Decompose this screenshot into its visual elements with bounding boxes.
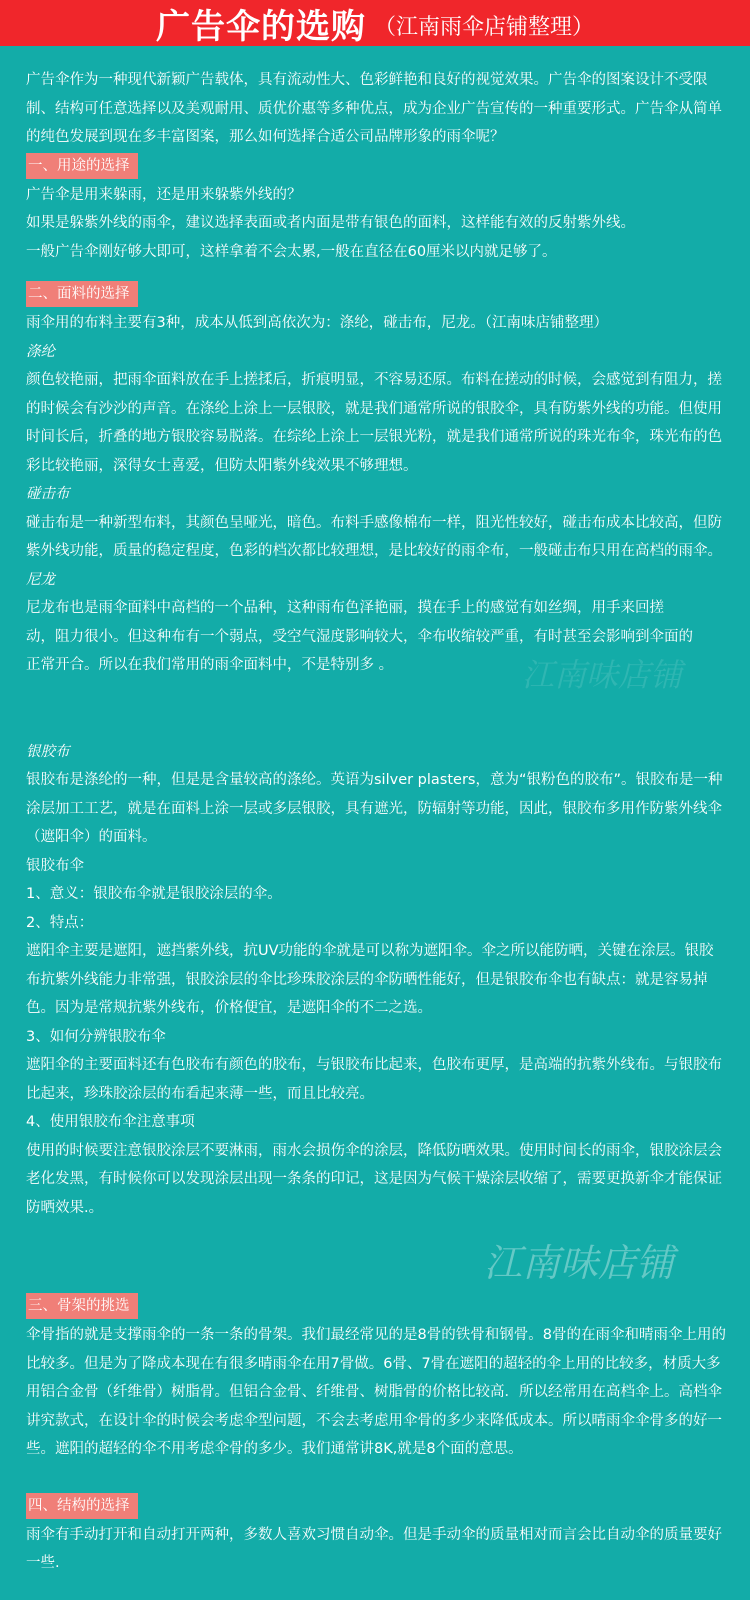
article-body <box>26 66 728 1578</box>
section-heading-frame: 三、骨架的挑选 <box>26 1293 138 1319</box>
silver-point-4-text: 使用的时候要注意银胶涂层不要淋雨，雨水会损伤伞的涂层，降低防晒效果。使用时间长的雨伞，银胶涂层会老化发黑，有时候你可以发现涂层出现一条条的印记，这是因为气候干燥涂层收缩了，需要更换新伞才能保证防晒效果.。 <box>26 1142 722 1216</box>
watermark-logo: 江南味店铺 <box>522 656 683 694</box>
pongee-title: 碰击布 <box>26 486 70 502</box>
silver-title: 银胶布 <box>26 743 70 760</box>
polyester-text: 颜色较艳丽，把雨伞面料放在手上搓揉后，折痕明显，不容易还原。布料在搓动的时候，会感觉到有阻力，搓的时候会有沙沙的声音。在涤纶上涂上一层银胶，就是我们通常所说的银胶伞，具有防紫外线的功能。但使用时间长后，折叠的地方银胶容易脱落。在综纶上涂上一层银光粉，就是我们通常所说的珠光布伞，珠光布的色彩比较艳丽，深得女士喜爱，但防太阳紫外线效果不够理想。 <box>26 372 722 474</box>
intro-paragraph: 广告伞作为一种现代新颖广告载体，具有流动性大、色彩鲜艳和良好的视觉效果。广告伞的图案设计不受限制、结构可任意选择以及美观耐用、质优价惠等多种优点，成为企业广告宣传的一种重要形式。广告伞从简单的纯色发展到现在多丰富图案，那么如何选择合适公司品牌形象的雨伞呢？ <box>26 72 722 145</box>
nylon-line-1: 尼龙布也是雨伞面料中高档的一个品种，这种雨布色泽艳丽，摸在手上的感觉有如丝绸，用手来回搓 <box>26 600 664 616</box>
section-heading-usage: 一、用途的选择 <box>26 153 138 179</box>
silver-point-4-title: 4、使用银胶布伞注意事项 <box>26 1114 195 1130</box>
page-header <box>0 0 750 46</box>
polyester-title: 涤纶 <box>26 343 55 360</box>
nylon-line-2: 动，阻力很小。但这种布有一个弱点，受空气湿度影响较大，伞布收缩较严重，有时甚至会影响到伞面的 <box>26 628 693 645</box>
silver-point-1: 1、意义：银胶布伞就是银胶涂层的伞。 <box>26 886 282 902</box>
section-heading-structure: 四、结构的选择 <box>26 1493 138 1519</box>
frame-text: 伞骨指的就是支撑雨伞的一条一条的骨架。我们最经常见的是8骨的铁骨和钢骨。8骨的在雨伞和晴雨伞上用的比较多。但是为了降成本现在有很多晴雨伞在用7骨做。6骨、7骨在遮阳的超轻的伞上用的比较多，材质大多用铝合金骨（纤维骨）树脂骨。但铝合金骨、纤维骨、树脂骨的价格比较高．所以经常用在高档伞上。高档伞讲究款式，在设计伞的时候会考虑伞型问题，不会去考虑用伞骨的多少来降低成本。所以晴雨伞伞骨多的好一些。遮阳的超轻的伞不用考虑伞骨的多少。我们通常讲8K,就是8个面的意思。 <box>26 1327 726 1457</box>
fabric-intro: 雨伞用的布料主要有3种，成本从低到高依次为：涤纶，碰击布，尼龙。（江南味店铺整理） <box>26 315 608 331</box>
watermark-logo: 江南味店铺 <box>484 1241 675 1285</box>
silver-point-3-title: 3、如何分辨银胶布伞 <box>26 1028 166 1045</box>
silver-umbrella-title: 银胶布伞 <box>26 857 84 874</box>
usage-paragraph-3: 一般广告伞刚好够大即可，这样拿着不会太累,一般在直径在60厘米以内就足够了。 <box>26 243 557 260</box>
silver-point-2-title: 2、特点： <box>26 914 94 931</box>
structure-text: 雨伞有手动打开和自动打开两种，多数人喜欢习惯自动伞。但是手动伞的质量相对而言会比自动伞的质量要好一些. <box>26 1526 722 1571</box>
nylon-line-3: 正常开合。所以在我们常用的雨伞面料中，不是特别多 。 <box>26 657 394 673</box>
silver-text: 银胶布是涤纶的一种，但是是含量较高的涤纶。英语为silver plasters，意为“银粉色的胶布”。银胶布是一种涂层加工工艺，就是在面料上涂一层或多层银胶，具有遮光，防辐射等功能，因此，银胶布多用作防紫外线伞（遮阳伞）的面料。 <box>26 772 723 845</box>
page-subtitle: （江南雨伞店铺整理） <box>373 14 594 40</box>
nylon-title: 尼龙 <box>26 571 55 588</box>
pongee-text: 碰击布是一种新型布料，其颜色呈哑光，暗色。布料手感像棉布一样，阻光性较好，碰击布成本比较高，但防紫外线功能，质量的稳定程度，色彩的档次都比较理想，是比较好的雨伞布，一般碰击布只用在高档的雨伞。 <box>26 514 722 559</box>
silver-point-2-text: 遮阳伞主要是遮阳，遮挡紫外线，抗UV功能的伞就是可以称为遮阳伞。伞之所以能防晒，关键在涂层。银胶布抗紫外线能力非常强，银胶涂层的伞比珍珠胶涂层的伞防晒性能好，但是银胶布伞也有缺点：就是容易掉色。因为是常规抗紫外线布，价格便宜，是遮阳伞的不二之选。 <box>26 943 714 1016</box>
usage-paragraph-1: 广告伞是用来躲雨，还是用来躲紫外线的？ <box>26 186 302 203</box>
page-title: 广告伞的选购 <box>155 6 366 47</box>
usage-paragraph-2: 如果是躲紫外线的雨伞，建议选择表面或者内面是带有银色的面料，这样能有效的反射紫外线。 <box>26 215 635 231</box>
silver-point-3-text: 遮阳伞的主要面料还有色胶布有颜色的胶布，与银胶布比起来，色胶布更厚，是高端的抗紫外线布。与银胶布比起来，珍珠胶涂层的布看起来薄一些，而且比较亮。 <box>26 1057 722 1102</box>
section-heading-fabric: 二、面料的选择 <box>26 281 138 307</box>
